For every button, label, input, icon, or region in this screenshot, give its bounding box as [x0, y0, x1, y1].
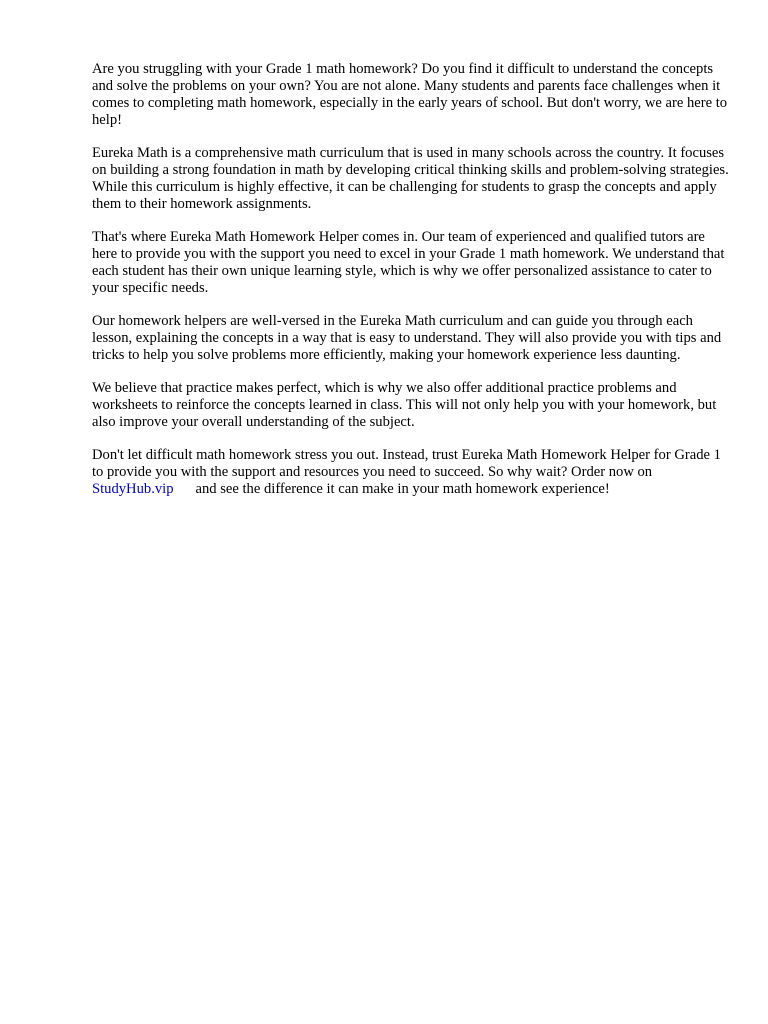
cta-text-before-link: Don't let difficult math homework stress you out. Instead, trust Eureka Math Homework Helper for Grade 1 to provide you with the support and resources you need to succeed. So why wait? Order now on	[92, 447, 721, 480]
paragraph-intro: Are you struggling with your Grade 1 math homework? Do you find it difficult to understand the concepts and solve the problems on your own? You are not alone. Many students and parents face challenges when it comes to completing math homework, especially in the early years of school. But don't worry, we are here to help!	[92, 61, 728, 128]
paragraph-practice: We believe that practice makes perfect, which is why we also offer additional practice problems and worksheets to reinforce the concepts learned in class. This will not only help you with your homework, but also improve your overall understanding of the subject.	[92, 380, 717, 430]
paragraph-helper: That's where Eureka Math Homework Helper comes in. Our team of experienced and qualified tutors are here to provide you with the support you need to excel in your Grade 1 math homework. We understand that each student has their own unique learning style, which is why we offer personalized assistance to cater to your specific needs.	[92, 229, 725, 296]
paragraph-tutors: Our homework helpers are well-versed in the Eureka Math curriculum and can guide you through each lesson, explaining the concepts in a way that is easy to understand. They will also provide you with tips and tricks to help you solve problems more efficiently, making your homework experience less daunting.	[92, 313, 722, 363]
paragraph-call-to-action	[92, 447, 732, 498]
cta-text-after-link: and see the difference it can make in your math homework experience!	[195, 481, 610, 497]
document-body	[92, 61, 732, 514]
studyhub-link[interactable]: StudyHub.vip	[92, 481, 174, 497]
paragraph-curriculum: Eureka Math is a comprehensive math curriculum that is used in many schools across the country. It focuses on building a strong foundation in math by developing critical thinking skills and problem-solving strategies. While this curriculum is highly effective, it can be challenging for students to grasp the concepts and apply them to their homework assignments.	[92, 145, 729, 212]
